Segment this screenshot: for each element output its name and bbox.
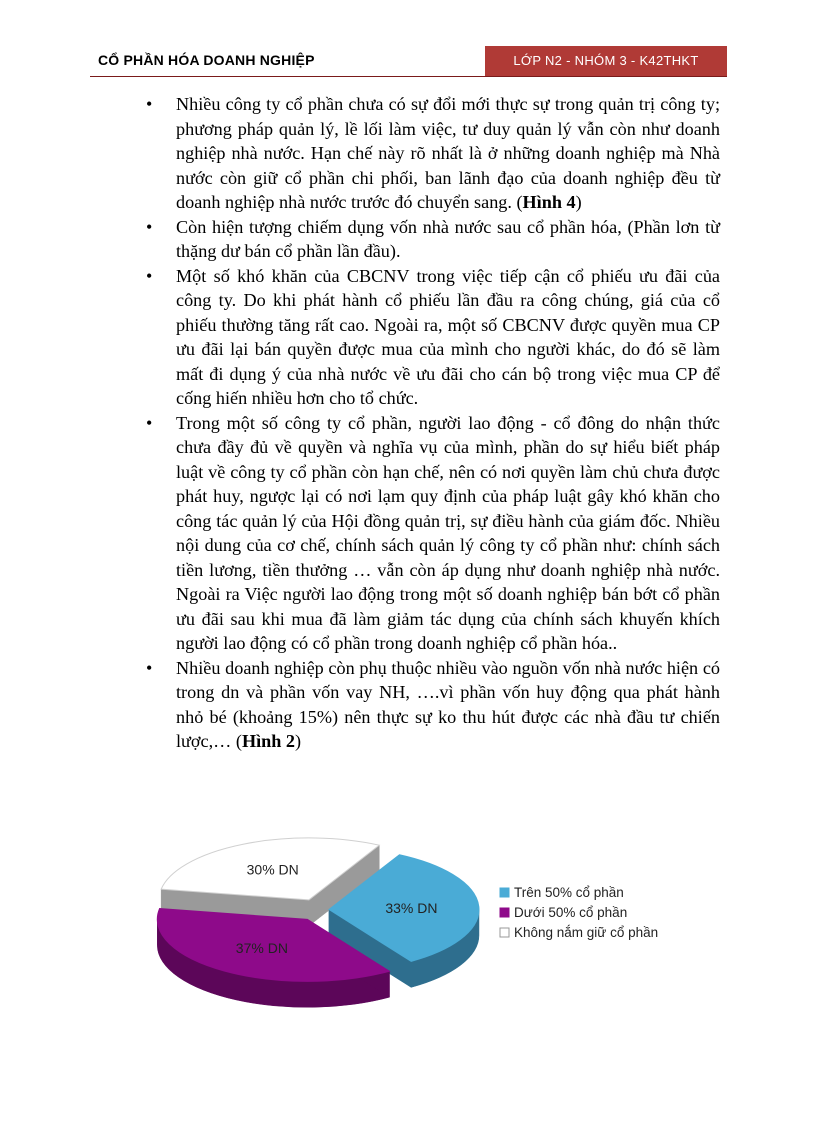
legend-label: Trên 50% cổ phần <box>514 885 624 900</box>
bullet-text: Còn hiện tượng chiếm dụng vốn nhà nước sau cổ phần hóa, (Phần lơn từ thặng dư bán cổ phần lần đầu). <box>176 216 720 261</box>
bullet-item <box>146 656 720 754</box>
bullet-item <box>146 264 720 411</box>
slice-label: 33% DN <box>385 899 438 916</box>
page-header <box>90 48 727 77</box>
content <box>146 92 720 754</box>
pie-chart-svg <box>150 835 710 1035</box>
bullet-close: ) <box>575 192 582 212</box>
bullet-list <box>146 92 720 754</box>
slice-label: 30% DN <box>246 861 299 878</box>
legend-label: Không nắm giữ cổ phần <box>514 925 659 940</box>
slice-label: 37% DN <box>235 939 288 956</box>
bullet-item <box>146 215 720 264</box>
bullet-close: ) <box>295 731 302 751</box>
legend-swatch <box>500 928 509 937</box>
legend-swatch <box>500 888 509 897</box>
bullet-item <box>146 411 720 656</box>
bullet-text: Một số khó khăn của CBCNV trong việc tiếp cận cổ phiếu ưu đãi của công ty. Do khi phát hành cổ phiếu lần đầu ra công chúng, giá của cổ phiếu thường tăng rất cao. Ngoài ra, một số CBCNV được quyền mua CP ưu đãi lại bán quyền được mua của mình cho người khác, do đó sẽ làm mất đi dụng ý của nhà nước về ưu đãi cho cán bộ trong việc mua CP để cống hiến nhiều hơn cho tổ chức. <box>176 265 720 408</box>
header-title: CỔ PHẦN HÓA DOANH NGHIỆP <box>98 52 315 68</box>
header-badge: LỚP N2 - NHÓM 3 - K42THKT <box>485 46 727 76</box>
bullet-text: Nhiều doanh nghiệp còn phụ thuộc nhiều vào nguồn vốn nhà nước hiện có trong dn và phần vốn vay NH, ….vì phần vốn huy động qua phát hành nhỏ bé (khoảng 15%) nên thực sự ko thu hút được các nhà đầu tư chiến lược,… ( <box>176 657 720 751</box>
bullet-text: Nhiều công ty cổ phần chưa có sự đổi mới thực sự trong quản trị công ty; phương pháp quản lý, lề lối làm việc, tư duy quản lý vẫn còn như doanh nghiệp nhà nước. Hạn chế này rõ nhất là ở những doanh nghiệp mà Nhà nước còn giữ cổ phần chi phối, ban lãnh đạo của doanh nghiệp đều từ doanh nghiệp nhà nước trước đó chuyển sang. ( <box>176 94 720 212</box>
legend-label: Dưới 50% cổ phần <box>514 905 628 920</box>
pie-chart <box>150 835 710 1035</box>
bullet-item <box>146 92 720 215</box>
bullet-text: Trong một số công ty cổ phần, người lao động - cổ đông do nhận thức chưa đầy đủ về quyền và nghĩa vụ của mình, phần do sự hiểu biết pháp luật về công ty cổ phần còn hạn chế, nên có nơi quyền làm chủ chưa được phát huy, ngược lại có nơi lạm quy định của pháp luật gây khó khăn cho công tác quản lý của Hội đồng quản trị, sự điều hành của giám đốc. Nhiều nội dung của cơ chế, chính sách quản lý công ty cổ phần như: chính sách tiền lương, tiền thưởng … vẫn còn áp dụng như doanh nghiệp nhà nước. Ngoài ra Việc người lao động trong một số doanh nghiệp bán bớt cổ phần ưu đãi sau khi mua đã làm giảm tác dụng của chính sách khuyến khích người lao động có cổ phần trong doanh nghiệp cổ phần hóa.. <box>176 412 720 653</box>
figure-ref: Hình 4 <box>522 192 576 212</box>
legend-swatch <box>500 908 509 917</box>
figure-ref: Hình 2 <box>241 731 296 751</box>
